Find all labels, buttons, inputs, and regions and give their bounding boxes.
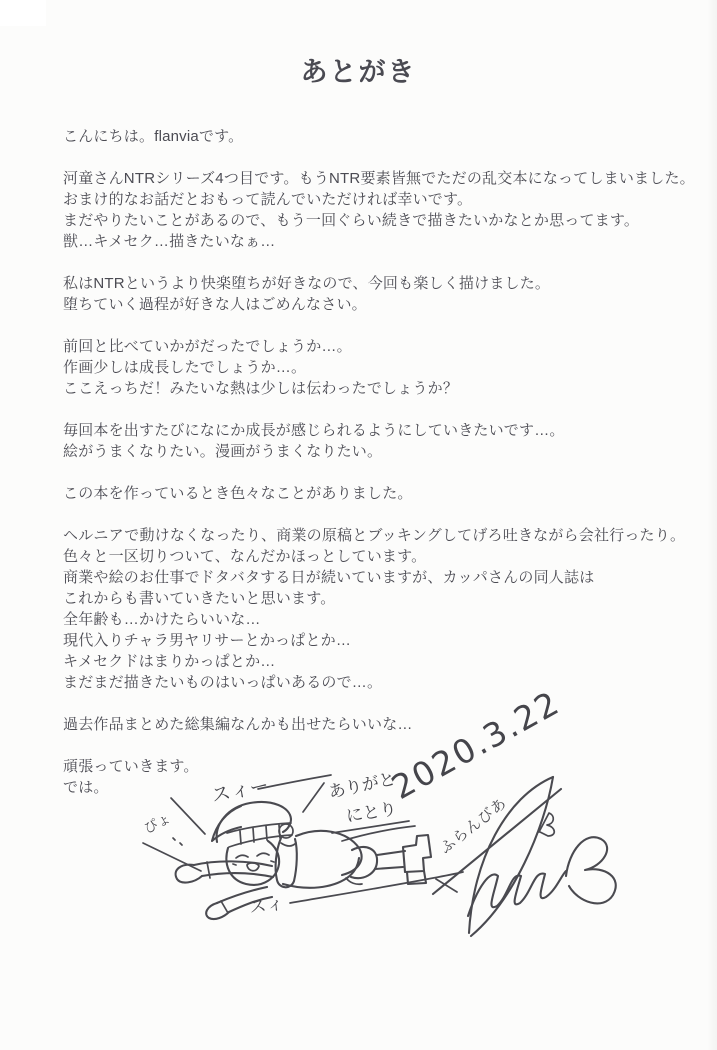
thanks-label-line2: にとり	[344, 799, 399, 827]
thanks-label-line1: ありがと	[326, 769, 398, 803]
doodle-and-signature	[0, 680, 717, 1050]
text-line: 毎回本を出すたびになにか成長が感じられるようにしていきたいです…。	[63, 422, 565, 439]
text-line: まだやりたいことがあるので、もう一回ぐらい続きで描きたいかなとか思ってます。	[63, 212, 640, 229]
text-line: キメセクドはまりかっぱとか…	[63, 653, 276, 670]
paragraph-preference	[63, 273, 717, 315]
paragraph-growth	[63, 420, 717, 462]
text-line: ヘルニアで動けなくなったり、商業の原稿とブッキングしてげろ吐きながら会社行ったり。	[63, 527, 686, 544]
text-line: 私はNTRというより快楽堕ちが好きなので、今回も楽しく描けました。	[63, 275, 551, 292]
handwritten-date: 2020.3.22	[384, 682, 567, 807]
sfx-slide-bottom-label2: スィ	[248, 893, 285, 918]
text-line: では。	[63, 779, 109, 796]
hop-dots	[173, 838, 182, 845]
text-line: これからも書いていきたいと思います。	[63, 590, 336, 607]
text-line: 作画少しは成長したでしょうか…。	[63, 359, 307, 376]
signature-block	[385, 683, 616, 936]
text-line: この本を作っているとき色々なことがありました。	[63, 485, 413, 502]
text-line: 獣…キメセク…描きたいなぁ…	[63, 233, 276, 250]
text-line: こんにちは。flanviaです。	[63, 128, 244, 145]
text-line: 堕ちていく過程が好きな人はごめんなさい。	[63, 296, 367, 313]
signer-kana-label: ふらんびあ	[436, 793, 511, 858]
text-line: 絵がうまくなりたい。漫画がうまくなりたい。	[63, 443, 383, 460]
paragraph-comparison	[63, 336, 717, 399]
text-line: 河童さんNTRシリーズ4つ目です。もうNTR要素皆無でただの乱交本になってしまいました。	[63, 170, 695, 187]
paragraph-series	[63, 168, 717, 252]
text-line: 商業や絵のお仕事でドタバタする日が続いていますが、カッパさんの同人誌は	[63, 569, 595, 586]
doodle-annotations	[141, 769, 409, 918]
paragraph-making	[63, 483, 717, 504]
page-title: あとがき	[300, 57, 417, 87]
text-line: 前回と比べていかがだったでしょうか…。	[63, 338, 352, 355]
text-line: 過去作品まとめた総集編なんかも出せたらいいな…	[63, 716, 413, 733]
sfx-hop-label: ぴょ	[141, 810, 174, 838]
scan-artifact-notch	[0, 0, 46, 26]
kappa-legs	[375, 835, 431, 884]
sfx-slide-top-label: スィー	[209, 774, 271, 807]
thanks-pointer-line	[303, 783, 324, 812]
paragraph-greeting	[63, 126, 717, 147]
text-line: 頑張っていきます。	[63, 758, 199, 775]
text-line: 色々と一区切りついて、なんだかほっとしています。	[63, 548, 427, 565]
text-line: おまけ的なお話だとおもって読んでいただければ幸いです。	[63, 191, 473, 208]
text-line: ここえっちだ！みたいな熱は少しは伝わったでしょうか？	[63, 380, 459, 397]
paragraph-life-events	[63, 525, 717, 693]
text-line: 全年齢も…かけたらいいな…	[63, 611, 261, 628]
text-line: 現代入りチャラ男ヤリサーとかっぱとか…	[63, 632, 352, 649]
text-line: まだまだ描きたいものはいっぱいあるので…。	[63, 674, 383, 691]
signature-flourish	[433, 777, 616, 936]
